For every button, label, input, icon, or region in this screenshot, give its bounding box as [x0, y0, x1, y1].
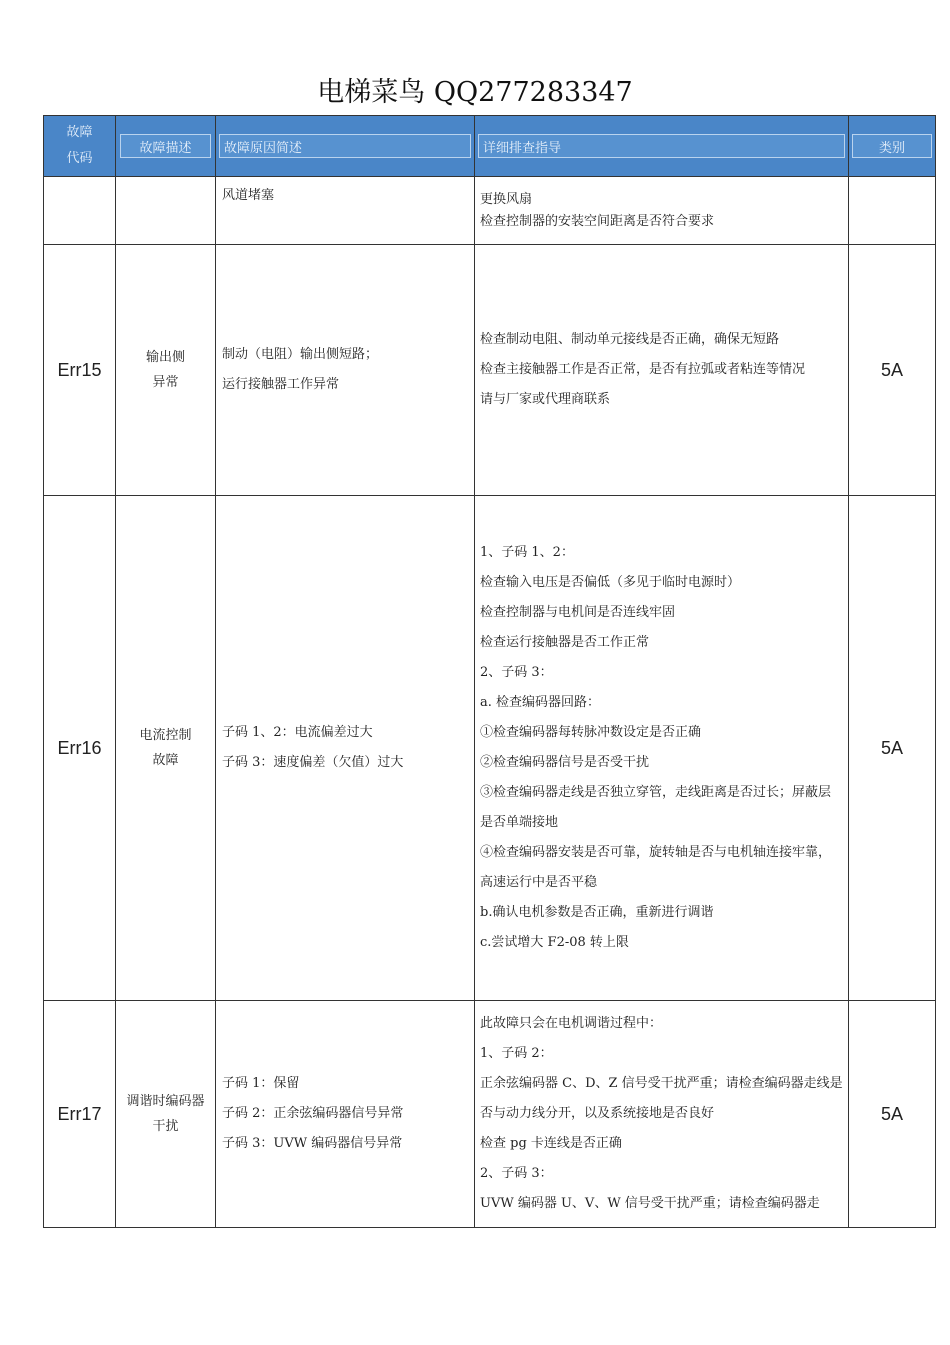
fault-cause-cell	[216, 245, 475, 496]
header-guide	[475, 116, 849, 177]
desc-line: 干扰	[152, 1119, 179, 1134]
guide-line: 检查控制器与电机间是否连线牢固	[480, 605, 676, 620]
fault-guide-cell	[475, 496, 849, 1001]
guide-line: ①检查编码器每转脉冲数设定是否正确	[480, 725, 702, 740]
desc-line: 故障	[152, 753, 179, 768]
guide-line: 检查制动电阻、制动单元接线是否正确，确保无短路	[480, 332, 780, 347]
header-guide-label: 详细排查指导	[478, 134, 845, 158]
guide-line: c.尝试增大 F2-08 转上限	[480, 935, 629, 950]
guide-line: a. 检查编码器回路：	[480, 695, 601, 710]
guide-line: ③检查编码器走线是否独立穿管，走线距离是否过长；屏蔽层是否单端接地	[480, 785, 832, 830]
guide-line: 2、子码 3：	[480, 1166, 553, 1181]
header-desc-label: 故障描述	[120, 134, 211, 158]
header-code	[44, 116, 116, 177]
guide-line: 检查输入电压是否偏低（多见于临时电源时）	[480, 575, 741, 590]
guide-line: 请与厂家或代理商联系	[480, 392, 611, 407]
fault-guide-cell	[475, 177, 849, 245]
fault-code-cell: Err15	[44, 245, 116, 496]
fault-table	[43, 115, 936, 1228]
header-category	[849, 116, 936, 177]
table-header-row	[44, 116, 936, 177]
fault-code-cell	[44, 177, 116, 245]
guide-line: UVW 编码器 U、V、W 信号受干扰严重；请检查编码器走	[480, 1196, 820, 1211]
page-title: 电梯菜鸟 QQ277283347	[317, 77, 633, 108]
desc-line: 输出侧	[145, 350, 185, 365]
desc-line: 调谐时编码器	[126, 1094, 205, 1109]
fault-cause-cell	[216, 177, 475, 245]
guide-line: 检查运行接触器是否工作正常	[480, 635, 650, 650]
fault-guide-cell	[475, 245, 849, 496]
table-row	[44, 496, 936, 1001]
header-desc	[116, 116, 216, 177]
fault-category-cell: 5A	[849, 1001, 936, 1228]
fault-category-cell: 5A	[849, 245, 936, 496]
header-cause	[216, 116, 475, 177]
cause-line: 子码 3：UVW 编码器信号异常	[222, 1136, 403, 1151]
guide-line: 检查主接触器工作是否正常，是否有拉弧或者粘连等情况	[480, 362, 806, 377]
header-code-line2: 代码	[66, 151, 93, 166]
fault-desc-cell	[116, 245, 216, 496]
table-row	[44, 245, 936, 496]
table-row	[44, 1001, 936, 1228]
guide-line: ④检查编码器安装是否可靠，旋转轴是否与电机轴连接牢靠，高速运行中是否平稳	[480, 845, 832, 890]
guide-line: 正余弦编码器 C、D、Z 信号受干扰严重；请检查编码器走线是否与动力线分开，以及系统接地是否良好	[480, 1076, 843, 1121]
desc-line: 电流控制	[139, 728, 192, 743]
cause-line: 子码 1：保留	[222, 1076, 300, 1091]
guide-line: 检查 pg 卡连线是否正确	[480, 1136, 622, 1151]
cause-line: 子码 2：正余弦编码器信号异常	[222, 1106, 404, 1121]
header-code-line1: 故障	[66, 125, 93, 140]
guide-line: 1、子码 1、2：	[480, 545, 574, 560]
cause-line: 制动（电阻）输出侧短路；	[222, 347, 379, 362]
guide-line: 1、子码 2：	[480, 1046, 553, 1061]
table-row	[44, 177, 936, 245]
guide-line: 更换风扇	[480, 191, 533, 207]
header-cause-label: 故障原因简述	[219, 134, 471, 158]
fault-cause-cell	[216, 1001, 475, 1228]
guide-line: b.确认电机参数是否正确，重新进行调谐	[480, 905, 714, 920]
header-category-label: 类别	[852, 134, 931, 158]
guide-line: 检查控制器的安装空间距离是否符合要求	[480, 213, 715, 229]
guide-line: 2、子码 3：	[480, 665, 553, 680]
fault-category-cell: 5A	[849, 496, 936, 1001]
fault-code-cell: Err17	[44, 1001, 116, 1228]
guide-line: 此故障只会在电机调谐过程中：	[480, 1016, 663, 1031]
fault-code-cell: Err16	[44, 496, 116, 1001]
fault-desc-cell	[116, 496, 216, 1001]
fault-category-cell	[849, 177, 936, 245]
guide-line: ②检查编码器信号是否受干扰	[480, 755, 650, 770]
fault-cause-cell	[216, 496, 475, 1001]
fault-desc-cell	[116, 1001, 216, 1228]
cause-line: 子码 3：速度偏差（欠值）过大	[222, 755, 404, 770]
fault-desc-cell	[116, 177, 216, 245]
cause-line: 风道堵塞	[222, 188, 275, 203]
cause-line: 子码 1、2：电流偏差过大	[222, 725, 373, 740]
cause-line: 运行接触器工作异常	[222, 377, 340, 392]
desc-line: 异常	[152, 375, 179, 390]
fault-guide-cell	[475, 1001, 849, 1228]
